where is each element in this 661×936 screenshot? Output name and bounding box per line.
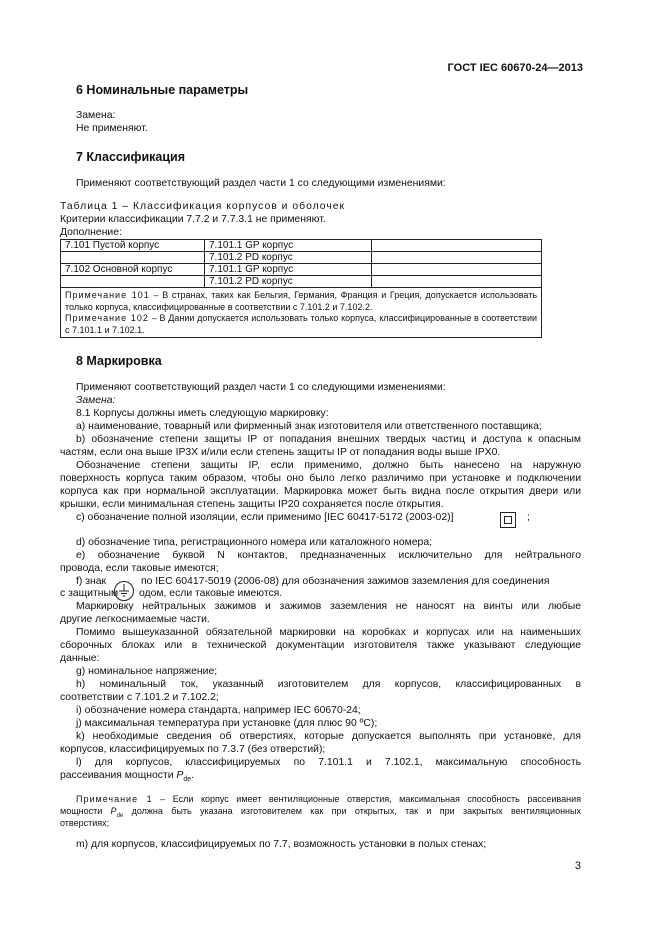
s8-item-b-line2: частям, если она выше IP3X и/или если степень защиты IP от попадания воды выше IPX0. (60, 447, 501, 458)
table-caption: Таблица 1 – Классификация корпусов и оболочек (60, 201, 346, 212)
s8-extra-line1: Помимо вышеуказанной обязательной маркировки на коробках и корпусах или на наименьших (76, 627, 581, 638)
s8-ip-line1: Обозначение степени защиты IP, если применимо, должно быть нанесено на наружную (76, 460, 581, 471)
note-1-text: – Если корпус имеет вентиляционные отверстия, максимальная способность рассеивания (152, 794, 581, 804)
s8-item-g: g) номинальное напряжение; (76, 666, 218, 677)
table-cell: 7.101.1 GP корпус (205, 240, 372, 252)
page-number: 3 (574, 860, 581, 872)
note-1-label: Примечание 1 (76, 794, 153, 804)
table-cell: 7.101 Пустой корпус (61, 240, 205, 252)
note-102 (65, 313, 537, 336)
table-cell: 7.101.2 PD корпус (205, 252, 372, 264)
s6-line-2: Не применяют. (76, 123, 148, 134)
s8-item-8-1: 8.1 Корпусы должны иметь следующую маркировку: (76, 408, 329, 419)
s8-item-d: d) обозначение типа, регистрационного номера или каталожного номера; (76, 537, 433, 548)
s8-ip-line3: корпуса как при нормальной эксплуатации. Маркировка может быть видна после открытия двери или (60, 486, 581, 497)
s8-item-h-line1: h) номинальный ток, указанный изготовителем для корпусов, классифицированных в (76, 679, 581, 690)
table-cell: 7.101.1 GP корпус (205, 264, 372, 276)
note-101-label: Примечание 101 (65, 290, 150, 300)
power-symbol: P (176, 770, 184, 781)
table-row (61, 276, 542, 288)
table-row (61, 240, 542, 252)
note-1-line1 (76, 794, 581, 806)
note-101-text: – В странах, таких как Бельгия, Германия, Франция и Греция, допускается использовать только корпуса, классифицированные в соответствии с 7.101.2 и 7.102.2. (65, 290, 538, 312)
s8-item-f-d: одом, если таковые имеются. (139, 588, 283, 599)
s8-item-k-line2: корпусов, классифицируемых по 7.3.7 (без отверстий); (60, 744, 326, 755)
criteria-text: Критерии классификации 7.7.2 и 7.7.3.1 не применяют. (60, 214, 326, 225)
table-cell: 7.102 Основной корпус (61, 264, 205, 276)
s8-item-h-line2: соответствии с 7.101.2 и 7.102.2; (60, 692, 219, 703)
s8-extra-line3: данные: (60, 653, 100, 664)
section-8-title: 8 Маркировка (76, 354, 162, 368)
s8-item-m: m) для корпусов, классифицируемых по 7.7, возможность установки в полых стенах; (76, 839, 487, 850)
s8-item-c-end: ; (527, 512, 530, 523)
note-101 (65, 290, 537, 313)
s8-ip-line2: поверхность корпуса таким образом, чтобы оно было легко различимо при установке и подключении (60, 473, 581, 484)
s8-item-f-a: f) знак (76, 576, 107, 587)
table-row (61, 252, 542, 264)
s8-item-f-b: по IEC 60417-5019 (2006-08) для обозначения зажимов заземления для соединения (141, 576, 550, 587)
s8-item-k-line1: k) необходимые сведения об отверстиях, которые допускается выполнять при установке, для (76, 731, 581, 742)
s7-intro: Применяют соответствующий раздел части 1 со следующими изменениями: (76, 178, 446, 189)
note-power-symbol: P (110, 806, 117, 816)
note-1-text-2a: мощности (60, 806, 111, 816)
s8-item-a: а) наименование, товарный или фирменный знак изготовителя или ответственного поставщика; (76, 421, 542, 432)
table-cell (61, 252, 205, 264)
classification-table (60, 239, 542, 338)
s8-item-c: c) обозначение полной изоляции, если применимо [IEC 60417-5172 (2003-02)] (76, 512, 454, 523)
note-102-label: Примечание 102 (65, 313, 149, 323)
table-notes-row (61, 288, 542, 338)
s8-item-e-line2: провода, если таковые имеются; (60, 563, 219, 574)
table-cell: 7.101.2 PD корпус (205, 276, 372, 288)
s8-item-l-line1: l) для корпусов, классифицируемых по 7.101.1 и 7.102.1, максимальную способность (76, 757, 581, 768)
table-cell (372, 252, 542, 264)
double-insulation-icon (500, 512, 516, 528)
section-7-title: 7 Классификация (76, 150, 186, 164)
document-header: ГОСТ IEC 60670-24—2013 (447, 62, 583, 74)
s8-item-j: j) максимальная температура при установке (для плюс 90 ºС); (76, 718, 378, 729)
note-1-line3: отверстиях; (60, 818, 110, 828)
s8-item-l-end: . (191, 770, 195, 781)
note-1-text-2d: должна быть указана изготовителем как при открытых, так и при закрытых вентиляционных (123, 806, 581, 816)
s8-marking-line2: другие легкоснимаемые части. (60, 614, 210, 625)
s8-item-l-text: рассеивания мощности (60, 770, 177, 781)
table-cell (372, 264, 542, 276)
table-cell (372, 240, 542, 252)
s8-marking-line1: Маркировку нейтральных зажимов и зажимов заземления не наносят на винты или любые (76, 601, 581, 612)
s8-replacement: Замена: (76, 395, 116, 406)
table-notes (61, 288, 542, 338)
s8-item-l-line2 (60, 770, 581, 787)
s8-extra-line2: сборочных блоках или в технической документации изготовителя также указывают следующие (60, 640, 581, 651)
addition-label: Дополнение: (60, 227, 122, 238)
section-6-title: 6 Номинальные параметры (76, 83, 249, 97)
note-102-text: – В Дании допускается использовать только корпуса, классифицированные в соответствии с 7.101.1 и 7.102.1. (65, 313, 538, 335)
s8-ip-line4: крышки, если минимальная степень защиты IP20 сохраняется после открытия. (60, 499, 444, 510)
s6-line-1: Замена: (76, 110, 116, 121)
s8-item-e-line1: e) обозначение буквой N контактов, предназначенных исключительно для нейтрального (76, 550, 581, 561)
s8-intro: Применяют соответствующий раздел части 1 со следующими изменениями: (76, 382, 446, 393)
s8-item-i: i) обозначение номера стандарта, например IEC 60670-24; (76, 705, 361, 716)
power-subscript: de (183, 776, 192, 784)
note-1-line2 (60, 806, 581, 822)
table-cell (61, 276, 205, 288)
s8-item-b-line1: b) обозначение степени защиты IP от попадания внешних твердых частиц и доступа к опасным (76, 434, 581, 445)
s8-item-f-c: с защитным (60, 588, 119, 599)
table-cell (372, 276, 542, 288)
note-power-subscript: de (116, 812, 124, 819)
table-row (61, 264, 542, 276)
